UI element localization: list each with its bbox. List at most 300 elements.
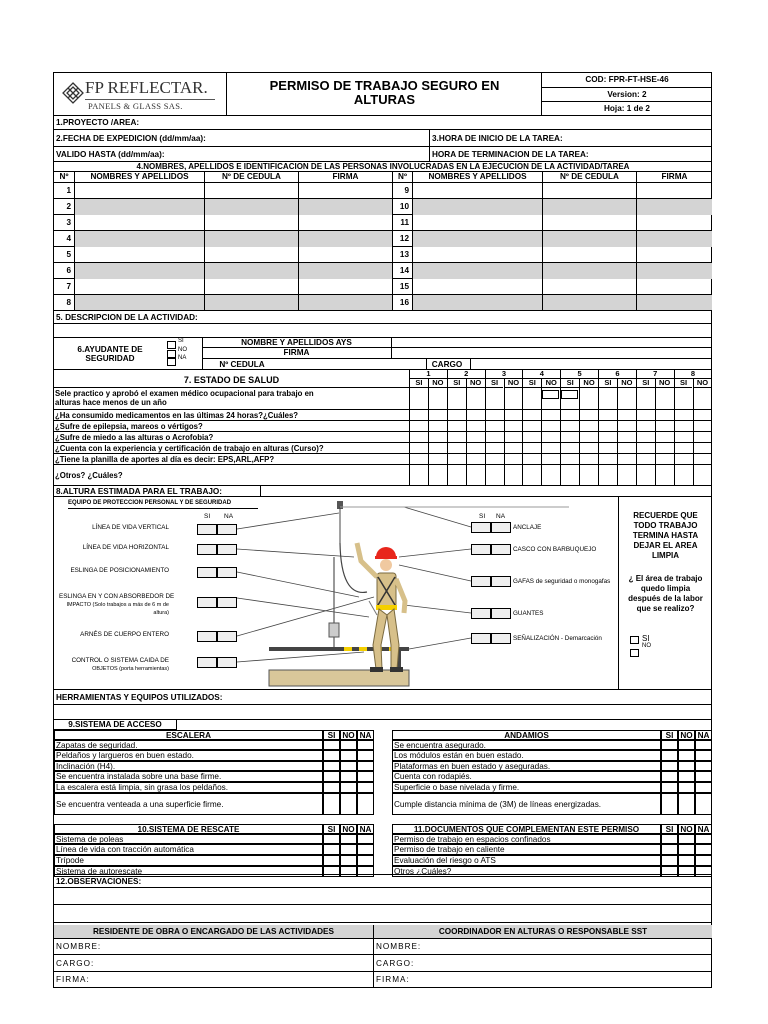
assistant-name-field[interactable] bbox=[392, 338, 712, 348]
scaffold-answer-cell[interactable] bbox=[695, 761, 712, 771]
health-answer-cell[interactable] bbox=[485, 410, 504, 421]
clean-area-no-checkbox[interactable] bbox=[630, 649, 639, 657]
health-answer-cell[interactable] bbox=[466, 410, 485, 421]
ppe-right-si-box[interactable] bbox=[471, 544, 491, 555]
worker-cell[interactable] bbox=[205, 295, 299, 311]
ladder-answer-cell[interactable] bbox=[323, 740, 340, 750]
ladder-answer-cell[interactable] bbox=[323, 761, 340, 771]
ppe-left-si-box[interactable] bbox=[197, 544, 217, 555]
health-answer-cell[interactable] bbox=[693, 410, 712, 421]
health-answer-cell[interactable] bbox=[447, 388, 466, 410]
health-answer-cell[interactable] bbox=[560, 443, 579, 454]
health-answer-cell[interactable] bbox=[636, 465, 655, 486]
ppe-left-si-box[interactable] bbox=[197, 567, 217, 578]
assistant-na-checkbox[interactable] bbox=[167, 358, 176, 366]
health-answer-cell[interactable] bbox=[560, 410, 579, 421]
worker-cell[interactable] bbox=[75, 231, 205, 247]
health-answer-cell[interactable] bbox=[466, 388, 485, 410]
health-answer-cell[interactable] bbox=[636, 443, 655, 454]
scaffold-answer-cell[interactable] bbox=[678, 750, 695, 761]
activity-row[interactable] bbox=[54, 310, 712, 324]
scaffold-answer-cell[interactable] bbox=[695, 771, 712, 782]
assistant-si-checkbox[interactable] bbox=[167, 341, 176, 349]
worker-cell[interactable] bbox=[75, 199, 205, 215]
health-answer-cell[interactable] bbox=[598, 388, 617, 410]
worker-cell[interactable] bbox=[543, 183, 637, 199]
ppe-left-item: LÍNEA DE VIDA VERTICAL bbox=[92, 524, 169, 531]
worker-cell[interactable] bbox=[637, 263, 712, 279]
worker-cell[interactable] bbox=[413, 247, 543, 263]
health-answer-cell[interactable] bbox=[428, 432, 447, 443]
rescue-item: Trípode bbox=[54, 855, 323, 866]
worker-cell[interactable] bbox=[543, 263, 637, 279]
height-row[interactable] bbox=[54, 486, 712, 497]
worker-cell[interactable] bbox=[299, 295, 393, 311]
assistant-sign-field[interactable] bbox=[392, 348, 712, 359]
ppe-right-si-box[interactable] bbox=[471, 608, 491, 619]
health-answer-cell[interactable] bbox=[598, 432, 617, 443]
health-answer-cell[interactable] bbox=[447, 454, 466, 465]
rescue-answer-cell[interactable] bbox=[357, 834, 374, 844]
health-answer-cell[interactable] bbox=[617, 443, 636, 454]
worker-cell[interactable] bbox=[205, 263, 299, 279]
ladder-answer-cell[interactable] bbox=[340, 750, 357, 761]
rescue-title: 10.SISTEMA DE RESCATE bbox=[54, 824, 323, 834]
assistant-role-label: CARGO bbox=[431, 360, 463, 369]
start-time-field[interactable] bbox=[430, 130, 712, 147]
health-answer-cell[interactable] bbox=[447, 432, 466, 443]
health-answer-cell[interactable] bbox=[674, 443, 693, 454]
assistant-sign-label: FIRMA bbox=[202, 348, 392, 359]
health-answer-cell[interactable] bbox=[598, 465, 617, 486]
worker-cell[interactable] bbox=[75, 183, 205, 199]
health-answer-cell[interactable] bbox=[485, 421, 504, 432]
health-answer-cell[interactable] bbox=[598, 443, 617, 454]
health-answer-cell[interactable] bbox=[674, 465, 693, 486]
health-answer-cell[interactable] bbox=[560, 421, 579, 432]
row-number: 9 bbox=[393, 183, 413, 199]
health-answer-cell[interactable] bbox=[579, 410, 598, 421]
worker-cell[interactable] bbox=[637, 199, 712, 215]
ladder-answer-cell[interactable] bbox=[357, 740, 374, 750]
worker-cell[interactable] bbox=[543, 215, 637, 231]
tools-blank-row[interactable] bbox=[54, 705, 712, 720]
observations-blank-1[interactable] bbox=[54, 888, 712, 905]
health-answer-cell[interactable] bbox=[541, 421, 560, 432]
health-answer-cell[interactable] bbox=[579, 421, 598, 432]
scaffold-answer-cell[interactable] bbox=[661, 793, 678, 815]
ppe-right-na-box[interactable] bbox=[491, 633, 511, 644]
worker-cell[interactable] bbox=[543, 247, 637, 263]
coordinator-name-label: NOMBRE: bbox=[376, 942, 422, 951]
ladder-answer-cell[interactable] bbox=[323, 771, 340, 782]
project-row[interactable] bbox=[54, 116, 712, 130]
worker-cell[interactable] bbox=[637, 183, 712, 199]
resident-sign-field[interactable] bbox=[54, 972, 374, 987]
coordinator-role-field[interactable] bbox=[374, 955, 712, 972]
health-answer-cell[interactable] bbox=[674, 410, 693, 421]
health-answer-box[interactable] bbox=[542, 390, 559, 399]
health-answer-cell[interactable] bbox=[693, 454, 712, 465]
documents-answer-cell[interactable] bbox=[695, 834, 712, 844]
health-answer-cell[interactable] bbox=[504, 432, 523, 443]
ppe-left-na-box[interactable] bbox=[217, 631, 237, 642]
row-number: 12 bbox=[393, 231, 413, 247]
documents-answer-cell[interactable] bbox=[661, 844, 678, 855]
ladder-answer-cell[interactable] bbox=[340, 782, 357, 793]
health-answer-cell[interactable] bbox=[485, 388, 504, 410]
coordinator-name-field[interactable] bbox=[374, 939, 712, 955]
observations-row[interactable] bbox=[54, 874, 712, 888]
ppe-left-na-box[interactable] bbox=[217, 597, 237, 608]
scaffold-answer-cell[interactable] bbox=[661, 761, 678, 771]
worker-cell[interactable] bbox=[75, 279, 205, 295]
health-answer-cell[interactable] bbox=[504, 454, 523, 465]
worker-cell[interactable] bbox=[75, 295, 205, 311]
ladder-answer-cell[interactable] bbox=[323, 782, 340, 793]
worker-cell[interactable] bbox=[637, 215, 712, 231]
resident-sign-label: FIRMA: bbox=[56, 975, 90, 984]
health-answer-cell[interactable] bbox=[522, 432, 541, 443]
health-answer-cell[interactable] bbox=[485, 432, 504, 443]
health-answer-cell[interactable] bbox=[693, 432, 712, 443]
health-worker-col: 2 bbox=[447, 370, 485, 379]
health-answer-cell[interactable] bbox=[636, 421, 655, 432]
health-answer-cell[interactable] bbox=[522, 465, 541, 486]
ppe-left-na-box[interactable] bbox=[217, 524, 237, 535]
ladder-answer-cell[interactable] bbox=[323, 793, 340, 815]
row-number: 16 bbox=[393, 295, 413, 311]
ladder-answer-cell[interactable] bbox=[357, 750, 374, 761]
worker-cell[interactable] bbox=[205, 215, 299, 231]
health-answer-cell[interactable] bbox=[655, 454, 674, 465]
observations-blank-2[interactable] bbox=[54, 905, 712, 923]
health-answer-cell[interactable] bbox=[655, 443, 674, 454]
scaffold-answer-cell[interactable] bbox=[678, 740, 695, 750]
health-answer-cell[interactable] bbox=[617, 454, 636, 465]
health-answer-cell[interactable] bbox=[636, 432, 655, 443]
health-answer-cell[interactable] bbox=[636, 454, 655, 465]
health-answer-cell[interactable] bbox=[466, 454, 485, 465]
worker-cell[interactable] bbox=[413, 231, 543, 247]
assistant-id-field[interactable] bbox=[282, 359, 427, 370]
documents-answer-cell[interactable] bbox=[695, 855, 712, 866]
health-answer-cell[interactable] bbox=[485, 443, 504, 454]
health-answer-cell[interactable] bbox=[617, 388, 636, 410]
health-answer-cell[interactable] bbox=[655, 465, 674, 486]
scaffold-answer-cell[interactable] bbox=[695, 782, 712, 793]
health-answer-cell[interactable] bbox=[579, 465, 598, 486]
ladder-answer-cell[interactable] bbox=[357, 793, 374, 815]
health-answer-cell[interactable] bbox=[674, 388, 693, 410]
worker-cell[interactable] bbox=[205, 183, 299, 199]
health-answer-cell[interactable] bbox=[617, 421, 636, 432]
scaffold-answer-cell[interactable] bbox=[661, 750, 678, 761]
health-answer-cell[interactable] bbox=[428, 465, 447, 486]
worker-cell[interactable] bbox=[299, 215, 393, 231]
health-answer-cell[interactable] bbox=[636, 388, 655, 410]
worker-cell[interactable] bbox=[543, 199, 637, 215]
scaffold-answer-cell[interactable] bbox=[695, 750, 712, 761]
health-worker-col: 5 bbox=[560, 370, 598, 379]
assistant-no-checkbox[interactable] bbox=[167, 350, 176, 358]
ppe-right-item: SEÑALIZACIÓN - Demarcación bbox=[513, 635, 602, 642]
ppe-right-na-box[interactable] bbox=[491, 608, 511, 619]
rescue-answer-cell[interactable] bbox=[323, 855, 340, 866]
health-answer-cell[interactable] bbox=[428, 454, 447, 465]
health-answer-cell[interactable] bbox=[428, 388, 447, 410]
worker-cell[interactable] bbox=[205, 199, 299, 215]
worker-cell[interactable] bbox=[75, 247, 205, 263]
ladder-answer-cell[interactable] bbox=[340, 771, 357, 782]
worker-cell[interactable] bbox=[299, 183, 393, 199]
health-answer-cell[interactable] bbox=[579, 388, 598, 410]
health-answer-cell[interactable] bbox=[428, 421, 447, 432]
worker-cell[interactable] bbox=[299, 247, 393, 263]
scaffold-answer-cell[interactable] bbox=[695, 793, 712, 815]
health-answer-cell[interactable] bbox=[541, 454, 560, 465]
ppe-right-item: GAFAS de seguridad o monogafas bbox=[513, 578, 611, 585]
health-answer-cell[interactable] bbox=[466, 443, 485, 454]
health-answer-cell[interactable] bbox=[693, 421, 712, 432]
rescue-answer-cell[interactable] bbox=[357, 844, 374, 855]
health-answer-cell[interactable] bbox=[447, 421, 466, 432]
health-answer-cell[interactable] bbox=[674, 454, 693, 465]
health-answer-cell[interactable] bbox=[541, 443, 560, 454]
scaffold-item: Plataformas en buen estado y aseguradas. bbox=[392, 761, 661, 771]
ppe-left-na-box[interactable] bbox=[217, 544, 237, 555]
valid-until-field[interactable] bbox=[54, 147, 430, 162]
worker-cell[interactable] bbox=[637, 295, 712, 311]
scaffold-answer-cell[interactable] bbox=[661, 771, 678, 782]
worker-cell[interactable] bbox=[205, 231, 299, 247]
health-question-row bbox=[54, 388, 712, 410]
health-answer-cell[interactable] bbox=[409, 410, 428, 421]
end-time-field[interactable] bbox=[430, 147, 712, 162]
health-answer-cell[interactable] bbox=[485, 465, 504, 486]
health-answer-cell[interactable] bbox=[541, 410, 560, 421]
ppe-left-si-box[interactable] bbox=[197, 524, 217, 535]
resident-role-field[interactable] bbox=[54, 955, 374, 972]
worker-cell[interactable] bbox=[637, 247, 712, 263]
health-answer-cell[interactable] bbox=[617, 410, 636, 421]
health-answer-cell[interactable] bbox=[428, 410, 447, 421]
rescue-answer-cell[interactable] bbox=[340, 855, 357, 866]
health-answer-cell[interactable] bbox=[428, 443, 447, 454]
health-answer-cell[interactable] bbox=[693, 443, 712, 454]
health-answer-cell[interactable] bbox=[674, 421, 693, 432]
health-answer-cell[interactable] bbox=[466, 465, 485, 486]
ppe-right-si-box[interactable] bbox=[471, 522, 491, 533]
documents-answer-cell[interactable] bbox=[678, 834, 695, 844]
health-answer-cell[interactable] bbox=[504, 410, 523, 421]
health-answer-cell[interactable] bbox=[466, 421, 485, 432]
worker-cell[interactable] bbox=[413, 295, 543, 311]
workers-header-row bbox=[54, 172, 712, 183]
health-worker-col: 6 bbox=[598, 370, 636, 379]
issue-date-field[interactable] bbox=[54, 130, 430, 147]
worker-cell[interactable] bbox=[205, 247, 299, 263]
health-no-col: NO bbox=[617, 379, 636, 388]
scaffold-answer-cell[interactable] bbox=[678, 761, 695, 771]
ladder-answer-cell[interactable] bbox=[357, 771, 374, 782]
documents-title: 11.DOCUMENTOS QUE COMPLEMENTAN ESTE PERMISO bbox=[392, 824, 661, 834]
scaffold-answer-cell[interactable] bbox=[678, 771, 695, 782]
health-answer-cell[interactable] bbox=[504, 443, 523, 454]
worker-cell[interactable] bbox=[413, 279, 543, 295]
rescue-col-na: NA bbox=[357, 824, 374, 834]
health-answer-cell[interactable] bbox=[579, 432, 598, 443]
health-answer-cell[interactable] bbox=[560, 454, 579, 465]
documents-answer-cell[interactable] bbox=[661, 834, 678, 844]
worker-cell[interactable] bbox=[543, 295, 637, 311]
worker-cell[interactable] bbox=[413, 263, 543, 279]
health-answer-cell[interactable] bbox=[560, 465, 579, 486]
coordinator-title: COORDINADOR EN ALTURAS O RESPONSABLE SST bbox=[438, 927, 648, 936]
health-answer-cell[interactable] bbox=[409, 465, 428, 486]
ladder-answer-cell[interactable] bbox=[357, 782, 374, 793]
health-answer-cell[interactable] bbox=[693, 388, 712, 410]
scaffold-answer-cell[interactable] bbox=[661, 740, 678, 750]
worker-cell[interactable] bbox=[75, 263, 205, 279]
col-name-right: NOMBRES Y APELLIDOS bbox=[413, 172, 543, 183]
health-answer-cell[interactable] bbox=[409, 454, 428, 465]
ppe-left-si-box[interactable] bbox=[197, 657, 217, 668]
health-answer-cell[interactable] bbox=[655, 410, 674, 421]
scaffold-answer-cell[interactable] bbox=[661, 782, 678, 793]
code-cell bbox=[542, 73, 712, 88]
assistant-role-field[interactable] bbox=[470, 359, 712, 370]
health-answer-cell[interactable] bbox=[636, 410, 655, 421]
ppe-right-na-box[interactable] bbox=[491, 522, 511, 533]
health-answer-cell[interactable] bbox=[579, 454, 598, 465]
worker-cell[interactable] bbox=[299, 199, 393, 215]
health-answer-cell[interactable] bbox=[693, 465, 712, 486]
ppe-right-si-box[interactable] bbox=[471, 576, 491, 587]
ppe-left-si-box[interactable] bbox=[197, 597, 217, 608]
health-answer-cell[interactable] bbox=[541, 432, 560, 443]
health-answer-cell[interactable] bbox=[522, 454, 541, 465]
health-answer-cell[interactable] bbox=[409, 388, 428, 410]
worker-cell[interactable] bbox=[543, 279, 637, 295]
ladder-answer-cell[interactable] bbox=[323, 750, 340, 761]
rescue-answer-cell[interactable] bbox=[323, 844, 340, 855]
health-answer-cell[interactable] bbox=[522, 410, 541, 421]
row-number: 4 bbox=[54, 231, 75, 247]
worker-cell[interactable] bbox=[299, 263, 393, 279]
worker-cell[interactable] bbox=[413, 199, 543, 215]
health-answer-cell[interactable] bbox=[504, 388, 523, 410]
worker-cell[interactable] bbox=[413, 215, 543, 231]
scaffold-col-no: NO bbox=[678, 730, 695, 740]
health-answer-cell[interactable] bbox=[579, 443, 598, 454]
health-answer-cell[interactable] bbox=[617, 432, 636, 443]
health-answer-cell[interactable] bbox=[466, 432, 485, 443]
activity-blank-row[interactable] bbox=[54, 324, 712, 338]
health-answer-cell[interactable] bbox=[409, 421, 428, 432]
assistant-id-label: Nº CEDULA bbox=[219, 360, 265, 369]
health-answer-cell[interactable] bbox=[655, 432, 674, 443]
resident-name-field[interactable] bbox=[54, 939, 374, 955]
worker-cell[interactable] bbox=[299, 231, 393, 247]
worker-cell[interactable] bbox=[299, 279, 393, 295]
documents-answer-cell[interactable] bbox=[695, 844, 712, 855]
documents-answer-cell[interactable] bbox=[678, 844, 695, 855]
ppe-left-na-box[interactable] bbox=[217, 657, 237, 668]
ladder-answer-cell[interactable] bbox=[340, 793, 357, 815]
health-answer-box[interactable] bbox=[561, 390, 578, 399]
worker-cell[interactable] bbox=[637, 279, 712, 295]
health-answer-cell[interactable] bbox=[598, 410, 617, 421]
rescue-answer-cell[interactable] bbox=[340, 844, 357, 855]
ladder-col-no: NO bbox=[340, 730, 357, 740]
health-answer-cell[interactable] bbox=[617, 465, 636, 486]
scaffold-title: ANDAMIOS bbox=[392, 730, 661, 740]
tools-row[interactable] bbox=[54, 690, 712, 705]
worker-cell[interactable] bbox=[637, 231, 712, 247]
rescue-answer-cell[interactable] bbox=[323, 834, 340, 844]
health-answer-cell[interactable] bbox=[447, 443, 466, 454]
coordinator-sign-field[interactable] bbox=[374, 972, 712, 987]
logo-text: FP REFLECTAR. bbox=[85, 78, 208, 97]
health-answer-cell[interactable] bbox=[522, 388, 541, 410]
health-question-row bbox=[54, 421, 712, 432]
health-answer-cell[interactable] bbox=[504, 421, 523, 432]
documents-item: Evaluación del riesgo o ATS bbox=[392, 855, 661, 866]
health-answer-cell[interactable] bbox=[598, 421, 617, 432]
logo-icon bbox=[62, 82, 84, 108]
row-number: 10 bbox=[393, 199, 413, 215]
health-answer-cell[interactable] bbox=[522, 443, 541, 454]
documents-answer-cell[interactable] bbox=[661, 855, 678, 866]
scaffold-item: Cuenta con rodapiés. bbox=[392, 771, 661, 782]
ladder-answer-cell[interactable] bbox=[340, 740, 357, 750]
worker-cell[interactable] bbox=[75, 215, 205, 231]
scaffold-answer-cell[interactable] bbox=[678, 793, 695, 815]
health-answer-cell[interactable] bbox=[409, 443, 428, 454]
worker-cell[interactable] bbox=[205, 279, 299, 295]
ppe-left-si-box[interactable] bbox=[197, 631, 217, 642]
ppe-left-na-box[interactable] bbox=[217, 567, 237, 578]
health-answer-cell[interactable] bbox=[655, 388, 674, 410]
health-answer-cell[interactable] bbox=[598, 454, 617, 465]
health-answer-cell[interactable] bbox=[522, 421, 541, 432]
ladder-answer-cell[interactable] bbox=[357, 761, 374, 771]
worker-cell[interactable] bbox=[413, 183, 543, 199]
clean-area-si-checkbox[interactable] bbox=[630, 636, 639, 644]
rescue-answer-cell[interactable] bbox=[357, 855, 374, 866]
ppe-right-na-box[interactable] bbox=[491, 544, 511, 555]
ppe-right-na-box[interactable] bbox=[491, 576, 511, 587]
ladder-answer-cell[interactable] bbox=[340, 761, 357, 771]
health-answer-cell[interactable] bbox=[485, 454, 504, 465]
rescue-answer-cell[interactable] bbox=[340, 834, 357, 844]
worker-cell[interactable] bbox=[543, 231, 637, 247]
health-answer-cell[interactable] bbox=[447, 410, 466, 421]
health-answer-cell[interactable] bbox=[674, 432, 693, 443]
health-answer-cell[interactable] bbox=[560, 432, 579, 443]
row-number: 11 bbox=[393, 215, 413, 231]
health-answer-cell[interactable] bbox=[655, 421, 674, 432]
health-answer-cell[interactable] bbox=[504, 465, 523, 486]
health-answer-cell[interactable] bbox=[541, 465, 560, 486]
health-answer-cell[interactable] bbox=[447, 465, 466, 486]
scaffold-answer-cell[interactable] bbox=[695, 740, 712, 750]
documents-answer-cell[interactable] bbox=[678, 855, 695, 866]
ppe-right-si-box[interactable] bbox=[471, 633, 491, 644]
scaffold-answer-cell[interactable] bbox=[678, 782, 695, 793]
health-answer-cell[interactable] bbox=[409, 432, 428, 443]
